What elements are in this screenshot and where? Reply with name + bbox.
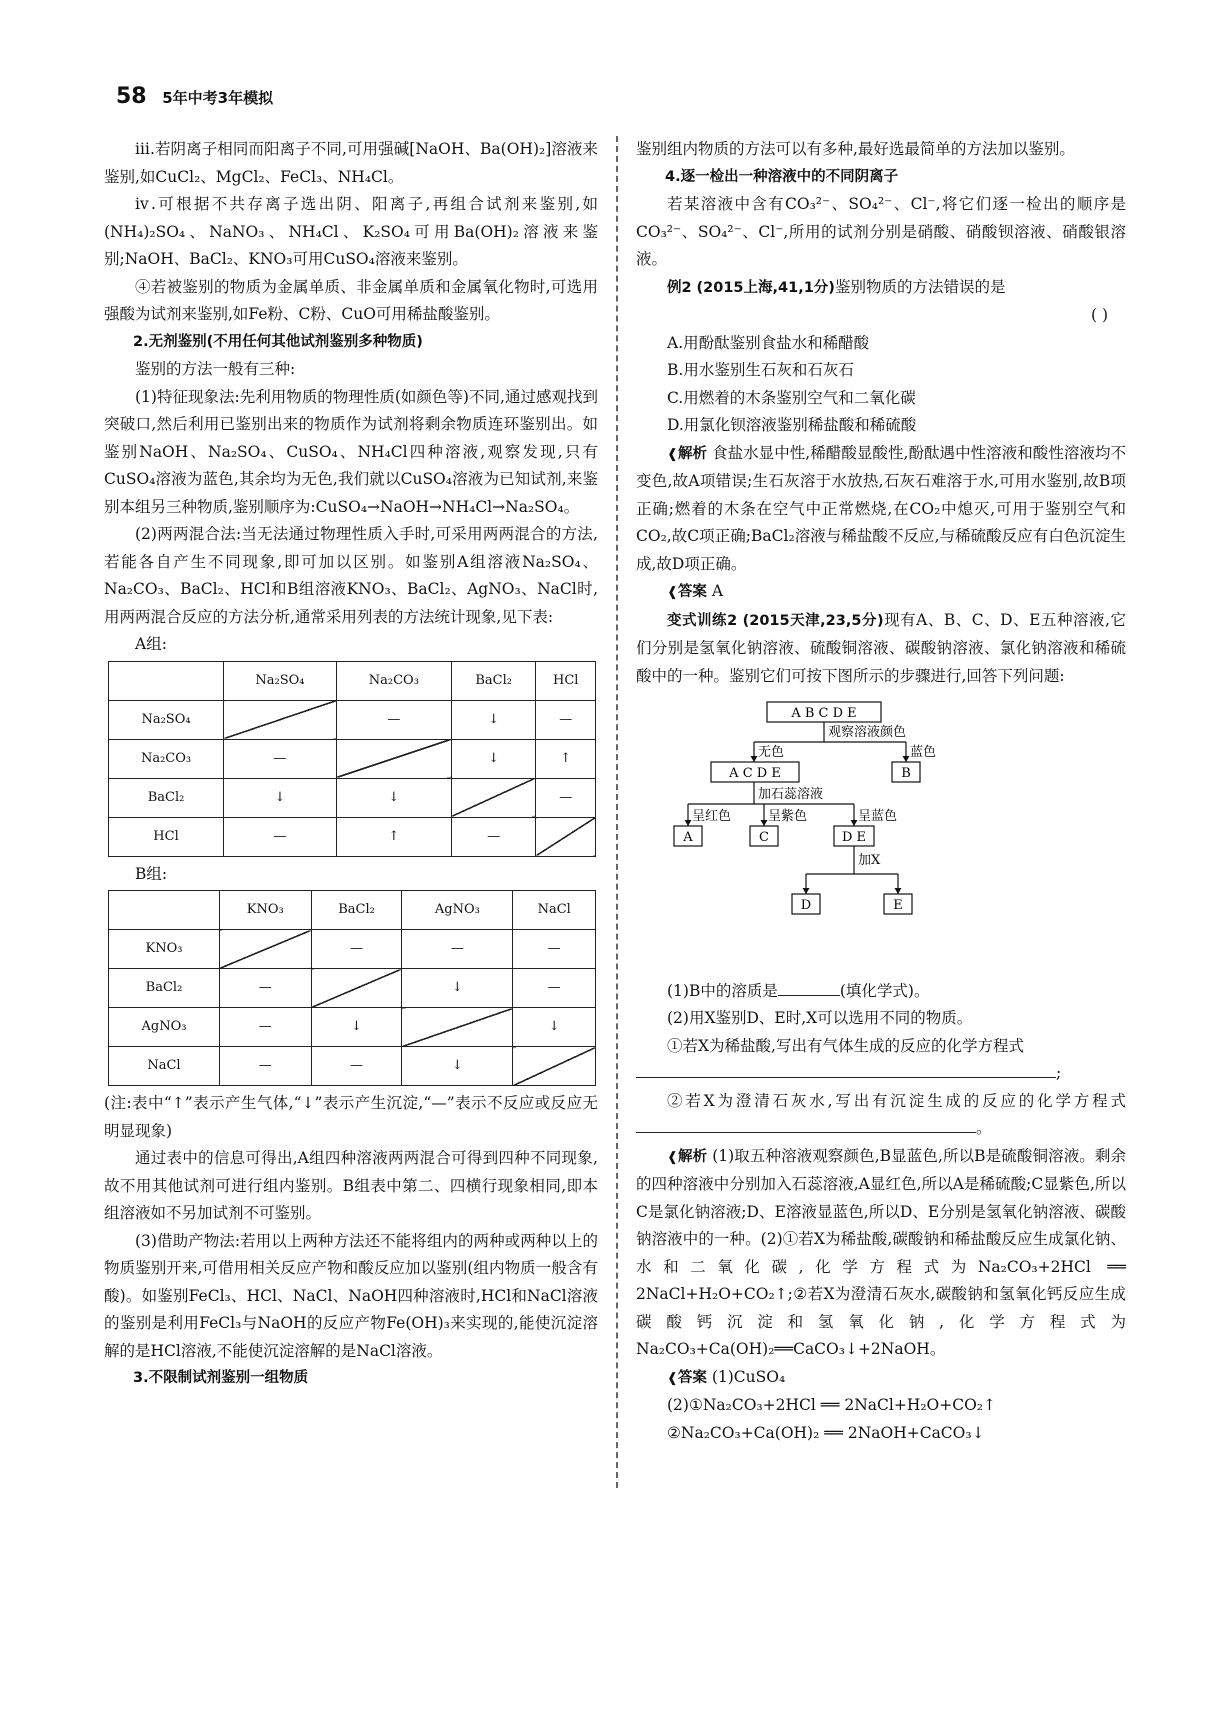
question-2a-end: ; [1056,1064,1062,1082]
answer-blank [636,1077,1056,1078]
diagonal-cell [536,817,596,856]
table-cell: ↓ [513,1008,596,1047]
column-header: HCl [536,661,596,700]
table-cell: — [336,700,451,739]
table-cell: ↓ [336,778,451,817]
column-divider [616,136,618,1488]
diagonal-cell [224,700,337,739]
section-heading: 3.不限制试剂鉴别一组物质 [133,1370,309,1386]
paragraph: (3)借助产物法:若用以上两种方法还不能将组内的两种或两种以上的物质鉴别开来,可借用相关反应产物和酸反应加以鉴别(组内物质一般含有酸)。如鉴别FeCl₃、HCl、NaCl、NaOH四种溶液时,HCl和NaCl溶液的鉴别是利用FeCl₃与NaOH的反应产物Fe(OH)₃来实现的,能使沉淀溶解的是HCl溶液,不能使沉淀溶解的是NaCl溶液。 [104,1231,598,1360]
arrow-head [751,756,758,762]
book-title: 5年中考3年模拟 [162,89,274,107]
arrow-head [761,820,768,826]
paragraph: ⅲ.若阴离子相同而阳离子不同,可用强碱[NaOH、Ba(OH)₂]溶液来鉴别,如CuCl₂、MgCl₂、FeCl₃、NH₄Cl。 [104,140,598,186]
table-label: A组: [135,635,167,653]
diagonal-cell [311,969,402,1008]
label-b: B [901,766,911,781]
table-cell: — [311,1047,402,1086]
label-blue: 蓝色 [910,745,937,760]
table-cell: — [536,778,596,817]
option-a: A.用酚酞鉴别食盐水和稀醋酸 [667,333,870,352]
row-header: BaCl₂ [109,969,220,1008]
answer-blank [778,995,840,996]
arrow-head [895,888,902,894]
label-acde: A C D E [729,766,781,781]
row-header: AgNO₃ [109,1008,220,1047]
example-2-question [636,274,1126,303]
example-tag: 例2 [667,279,692,296]
paragraph: (2)两两混合法:当无法通过物理性质入手时,可采用两两混合的方法,若能各自产生不同现象,即可加以区别。如鉴别A组溶液Na₂SO₄、Na₂CO₃、BaCl₂、HCl和B组溶液KNO₃、BaCl₂、AgNO₃、NaCl时,用两两混合反应的方法分析,通常采用列表的方法统计现象,见下表: [104,525,598,626]
table-cell: ↓ [402,1047,513,1086]
answer-tag: 答案 [677,584,707,600]
diagonal-cell [513,1047,596,1086]
paragraph: 鉴别的方法一般有三种: [135,360,296,378]
analysis-tag: 解析 [677,1148,708,1165]
label-colorless: 无色 [758,745,785,760]
column-header: Na₂CO₃ [336,661,451,700]
table-cell: ↓ [311,1008,402,1047]
option-c: C.用燃着的木条鉴别空气和二氧化碳 [667,388,916,407]
table-cell: ↓ [402,969,513,1008]
table-cell: ↑ [336,817,451,856]
column-header: NaCl [513,891,596,930]
column-header: KNO₃ [219,891,311,930]
option-d: D.用氯化钡溶液鉴别稀盐酸和稀硫酸 [667,416,917,434]
analysis-marker-icon: ❰ [667,1149,678,1165]
column-header: BaCl₂ [311,891,402,930]
paragraph: ⅳ.可根据不共存离子选出阴、阳离子,再组合试剂来鉴别,如(NH₄)₂SO₄、NaNO₃、NH₄Cl、K₂SO₄可用Ba(OH)₂溶液来鉴别;NaOH、BaCl₂、KNO₃可用CuSO₄溶液来鉴别。 [104,195,598,268]
question-2b [636,1088,1126,1143]
right-column [636,136,1126,1447]
table-cell: ↑ [536,739,596,778]
variant-2-answer [636,1364,1126,1393]
answer-tag: 答案 [677,1369,707,1386]
section-heading: 2.无剂鉴别(不用任何其他试剂鉴别多种物质) [133,333,423,350]
diagonal-cell [402,1008,513,1047]
label-red: 呈红色 [692,809,732,824]
corner-cell [109,661,224,700]
analysis-marker-icon: ❰ [667,446,678,462]
variant-2-analysis [636,1143,1126,1364]
table-cell: — [536,700,596,739]
paragraph: 通过表中的信息可得出,A组四种溶液两两混合可得到四种不同现象,故不用其他试剂可进行组内鉴别。B组表中第二、四横行现象相同,即本组溶液如不另加试剂不可鉴别。 [104,1149,598,1222]
answer-blank [636,1132,976,1133]
label-observe-color: 观察溶液颜色 [828,725,907,740]
diagonal-cell [336,739,451,778]
answer-text: A [711,582,724,600]
label-d: D [800,898,812,913]
arrow-head [803,888,810,894]
page-header [116,84,273,109]
option-b: B.用水鉴别生石灰和石灰石 [667,361,854,379]
label-e: E [893,898,903,913]
question-1 [636,978,1126,1006]
corner-cell [109,891,220,930]
table-cell: — [219,1047,311,1086]
label-abcde: A B C D E [791,706,857,721]
question-2: (2)用X鉴别D、E时,X可以选用不同的物质。 [667,1009,973,1027]
column-header: AgNO₃ [402,891,513,930]
column-header: Na₂SO₄ [224,661,337,700]
variant-source: (2015天津,23,5分) [742,612,884,629]
label-add-x: 加X [858,853,881,868]
table-cell: — [311,930,402,969]
table-cell: — [219,969,311,1008]
table-cell: — [219,1008,311,1047]
table-cell: — [224,739,337,778]
variant-tag: 变式训练2 [667,612,738,629]
analysis-text: 食盐水显中性,稀醋酸显酸性,酚酞遇中性溶液和酸性溶液均不变色,故A项错误;生石灰溶于水放热,石灰石难溶于水,可用水鉴别,故B项正确;燃着的木条在空气中正常燃烧,在CO₂中熄灭,可用于鉴别空气和CO₂,故C项正确;BaCl₂溶液与稀盐酸不反应,与稀硫酸反应有白色沉淀生成,故D项正确。 [636,443,1127,573]
page-number: 58 [116,84,147,109]
paragraph: ④若被鉴别的物质为金属单质、非金属单质和金属氧化物时,可选用强酸为试剂来鉴别,如Fe粉、C粉、CuO可用稀盐酸鉴别。 [104,277,598,323]
answer-paren: ( ) [1090,306,1108,324]
label-de: D E [841,830,867,845]
table-label: B组: [135,864,168,883]
left-column [104,136,598,1393]
column-header: BaCl₂ [451,661,536,700]
label-purple: 呈紫色 [768,809,808,824]
paragraph: 若某溶液中含有CO₃²⁻、SO₄²⁻、Cl⁻,将它们逐一检出的顺序是CO₃²⁻、SO₄²⁻、Cl⁻,所用的试剂分别是硝酸、硝酸钡溶液、硝酸银溶液。 [636,195,1126,268]
example-2-answer [636,578,1126,607]
arrow-head [685,820,692,826]
table-cell: — [451,817,536,856]
answer-marker-icon: ❰ [667,585,678,600]
row-header: BaCl₂ [109,778,224,817]
question-2b-text: ②若X为澄清石灰水,写出有沉淀生成的反应的化学方程式 [667,1091,1126,1110]
table-cell: ↓ [224,778,337,817]
variant-2-question [636,607,1126,691]
row-header: NaCl [109,1047,220,1086]
row-header: KNO₃ [109,930,220,969]
answer-line-2: (2)①Na₂CO₃+2HCl ══ 2NaCl+H₂O+CO₂↑ [667,1396,997,1414]
label-c: C [759,830,769,845]
question-1-suffix: (填化学式)。 [839,981,930,1000]
answer-line-1: (1)CuSO₄ [711,1367,786,1386]
analysis-tag: 解析 [677,445,708,462]
label-bluish: 呈蓝色 [858,809,898,824]
identification-flowchart [636,694,1126,964]
question-1-text: (1)B中的溶质是 [667,981,778,1000]
diagonal-cell [451,778,536,817]
label-add-litmus: 加石蕊溶液 [758,787,824,802]
question-2b-end: 。 [976,1119,992,1137]
table-note: (注:表中“↑”表示产生气体,“↓”表示产生沉淀,“—”表示不反应或反应无明显现象) [104,1094,598,1140]
answer-line-3: ②Na₂CO₃+Ca(OH)₂ ══ 2NaOH+CaCO₃↓ [667,1423,985,1442]
answer-marker-icon: ❰ [667,1370,678,1386]
paragraph: (1)特征现象法:先利用物质的物理性质(如颜色等)不同,通过感观找到突破口,然后利用已鉴别出来的物质作为试剂将剩余物质连环鉴别出。如鉴别NaOH、Na₂SO₄、CuSO₄、NH₄Cl四种溶液,观察发现,只有CuSO₄溶液为蓝色,其余均为无色,我们就以CuSO₄溶液为已知试剂,来鉴别本组另三种物质,鉴别顺序为:CuSO₄→NaOH→NH₄Cl→Na₂SO₄。 [104,387,598,516]
variant-text: 现有A、B、C、D、E五种溶液,它们分别是氢氧化钠溶液、硫酸铜溶液、碳酸钠溶液、氯化钠溶液和稀硫酸中的一种。鉴别它们可按下图所示的步骤进行,回答下列问题: [636,610,1126,685]
example-source: (2015上海,41,1分) [696,279,835,296]
row-header: HCl [109,817,224,856]
example-2-analysis [636,440,1126,579]
arrow-head [851,820,858,826]
question-2a: ①若X为稀盐酸,写出有气体生成的反应的化学方程式 [667,1036,1024,1055]
table-cell: — [513,969,596,1008]
question-2a-blank-line [636,1060,1126,1088]
section-heading: 4.逐一检出一种溶液中的不同阴离子 [665,168,899,185]
label-a: A [683,830,693,845]
table-cell: — [513,930,596,969]
table-group-a [108,661,596,857]
question-text: 鉴别物质的方法错误的是 [834,277,1006,296]
diagonal-cell [219,930,311,969]
table-cell: ↓ [451,739,536,778]
paragraph: 鉴别组内物质的方法可以有多种,最好选最简单的方法加以鉴别。 [636,140,1075,158]
row-header: Na₂CO₃ [109,739,224,778]
row-header: Na₂SO₄ [109,700,224,739]
table-cell: — [402,930,513,969]
table-group-b [108,890,596,1086]
table-cell: ↓ [451,700,536,739]
arrow-head [903,756,910,762]
table-cell: — [224,817,337,856]
analysis-text: (1)取五种溶液观察颜色,B显蓝色,所以B是硫酸铜溶液。剩余的四种溶液中分别加入石蕊溶液,A显红色,所以A是稀硫酸;C显紫色,所以C是氯化钠溶液;D、E溶液显蓝色,所以D、E分别是氢氧化钠溶液、碳酸钠溶液中的一种。(2)①若X为稀盐酸,碳酸钠和稀盐酸反应生成氯化钠、水和二氧化碳,化学方程式为Na₂CO₃+2HCl ══ 2NaCl+H₂O+CO₂↑;②若X为澄清石灰水,碳酸钠和氢氧化钙反应生成碳酸钙沉淀和氢氧化钠,化学方程式为Na₂CO₃+Ca(OH)₂══CaCO₃↓+2NaOH。 [636,1146,1126,1358]
